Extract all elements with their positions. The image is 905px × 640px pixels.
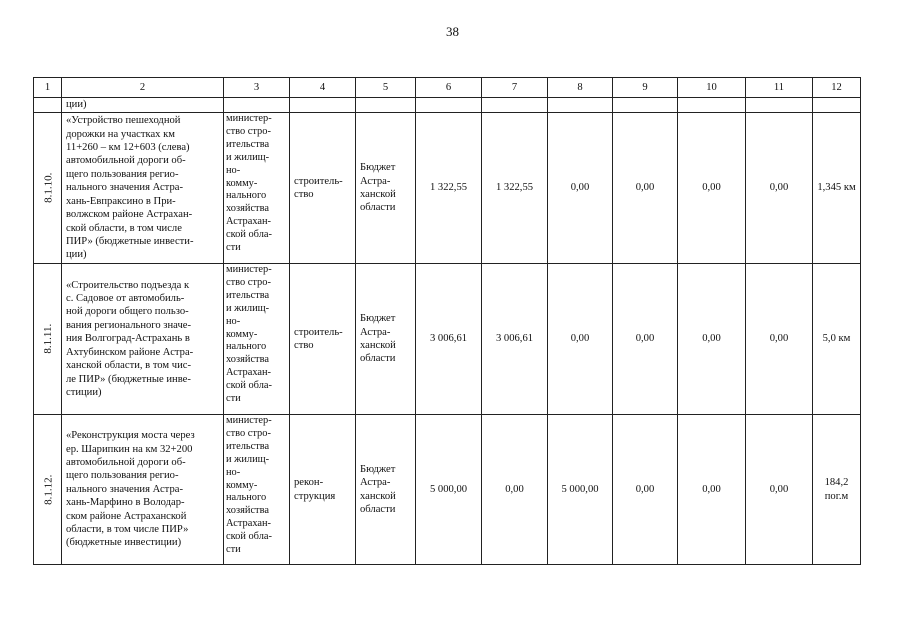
empty-cell — [746, 98, 813, 113]
funding-source: Бюджет Астра- ханской области — [356, 415, 416, 565]
continuation-text: ции) — [62, 98, 224, 113]
row-number: 8.1.10. — [42, 172, 55, 204]
empty-cell — [813, 98, 861, 113]
header-cell: 2 — [62, 78, 224, 98]
header-cell: 7 — [482, 78, 548, 98]
empty-cell — [678, 98, 746, 113]
funding-source: Бюджет Астра- ханской области — [356, 264, 416, 415]
value-col-9: 0,00 — [613, 113, 678, 264]
value-col-6: 5 000,00 — [416, 415, 482, 565]
table-row — [34, 113, 861, 264]
value-col-6: 3 006,61 — [416, 264, 482, 415]
work-type: строитель- ство — [290, 113, 356, 264]
header-cell: 10 — [678, 78, 746, 98]
project-description: «Строительство подъезда к с. Садовое от автомобиль- ной дороги общего пользо- вания регионального значе- ния Волгоград-Астрахань в Ахтубинском районе Астра- ханской области, в том чис- ле ПИР» (бюджетные инве- стиции) — [62, 264, 224, 415]
empty-cell — [34, 98, 62, 113]
table-row — [34, 415, 861, 565]
value-col-8: 0,00 — [548, 113, 613, 264]
value-col-11: 0,00 — [746, 415, 813, 565]
header-cell: 8 — [548, 78, 613, 98]
value-col-6: 1 322,55 — [416, 113, 482, 264]
value-col-7: 1 322,55 — [482, 113, 548, 264]
header-cell: 1 — [34, 78, 62, 98]
header-cell: 6 — [416, 78, 482, 98]
row-number-cell — [34, 113, 62, 264]
value-col-10: 0,00 — [678, 415, 746, 565]
header-cell: 12 — [813, 78, 861, 98]
empty-cell — [416, 98, 482, 113]
row-number: 8.1.11. — [42, 324, 55, 354]
header-cell: 11 — [746, 78, 813, 98]
empty-cell — [356, 98, 416, 113]
project-description: «Реконструкция моста через ер. Шарипкин на км 32+200 автомобильной дороги об- щего пользования регио- нального значения Астра- хань-Марфино в Володар- ском районе Астраханской области, в том числе ПИР» (бюджетные инвестиции) — [62, 415, 224, 565]
responsible-organization: министер- ство стро- ительства и жилищ- но- комму- нального хозяйства Астрахан- ской обла- сти — [224, 264, 290, 415]
header-cell: 9 — [613, 78, 678, 98]
value-col-10: 0,00 — [678, 113, 746, 264]
header-cell: 4 — [290, 78, 356, 98]
header-cell: 3 — [224, 78, 290, 98]
responsible-organization: министер- ство стро- ительства и жилищ- но- комму- нального хозяйства Астрахан- ской обла- сти — [224, 415, 290, 565]
capacity-value: 1,345 км — [813, 113, 861, 264]
continuation-row — [34, 98, 861, 113]
value-col-8: 5 000,00 — [548, 415, 613, 565]
empty-cell — [482, 98, 548, 113]
row-number: 8.1.12. — [42, 474, 55, 505]
capacity-value: 5,0 км — [813, 264, 861, 415]
work-type: строитель- ство — [290, 264, 356, 415]
page-number: 38 — [446, 24, 459, 39]
value-col-9: 0,00 — [613, 415, 678, 565]
value-col-9: 0,00 — [613, 264, 678, 415]
value-col-7: 3 006,61 — [482, 264, 548, 415]
project-description: «Устройство пешеходной дорожки на участках км 11+260 – км 12+603 (слева) автомобильной дороги об- щего пользования регио- нального значения Астра- хань-Евпраксино в При- волжском районе Астрахан- ской области, в том числе ПИР» (бюджетные инвести- ции) — [62, 113, 224, 264]
value-col-7: 0,00 — [482, 415, 548, 565]
header-cell: 5 — [356, 78, 416, 98]
empty-cell — [224, 98, 290, 113]
work-type: рекон- струкция — [290, 415, 356, 565]
value-col-11: 0,00 — [746, 113, 813, 264]
empty-cell — [290, 98, 356, 113]
table-row — [34, 264, 861, 415]
empty-cell — [613, 98, 678, 113]
program-table — [33, 77, 861, 565]
value-col-10: 0,00 — [678, 264, 746, 415]
funding-source: Бюджет Астра- ханской области — [356, 113, 416, 264]
table-header-row — [34, 78, 861, 98]
capacity-value: 184,2 пог.м — [813, 415, 861, 565]
responsible-organization: министер- ство стро- ительства и жилищ- но- комму- нального хозяйства Астрахан- ской обла- сти — [224, 113, 290, 264]
value-col-11: 0,00 — [746, 264, 813, 415]
row-number-cell — [34, 415, 62, 565]
empty-cell — [548, 98, 613, 113]
row-number-cell — [34, 264, 62, 415]
value-col-8: 0,00 — [548, 264, 613, 415]
